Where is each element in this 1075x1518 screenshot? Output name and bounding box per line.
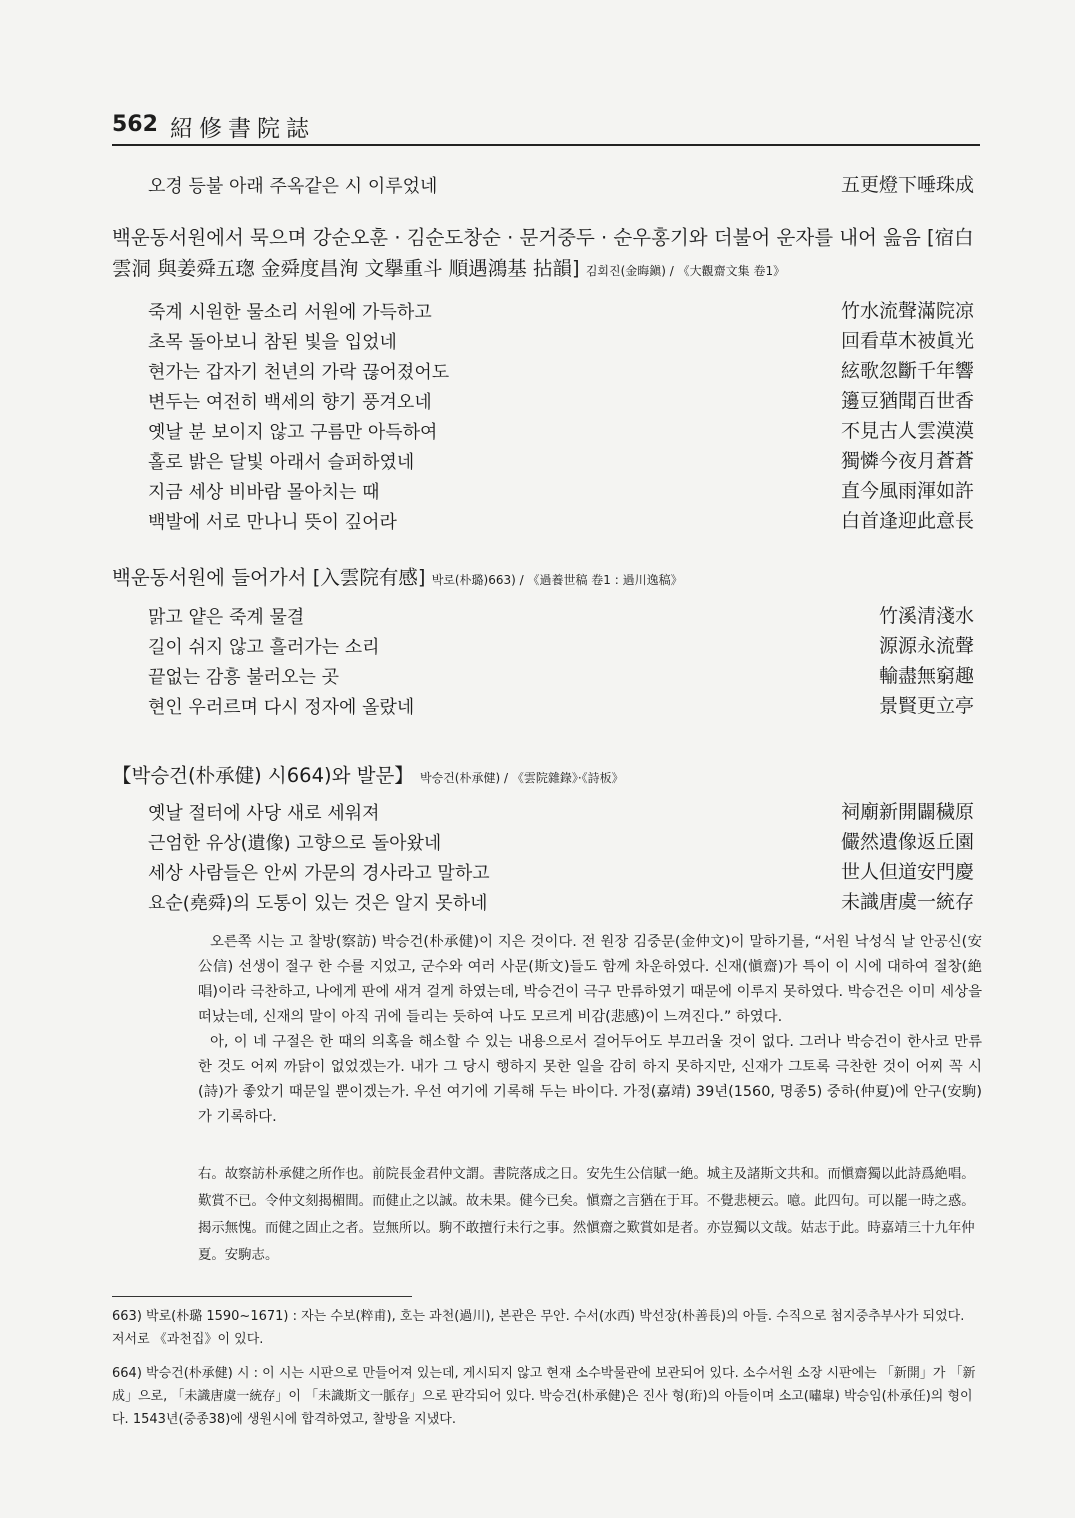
poem-line-korean: 옛날 분 보이지 않고 구름만 아득하여 — [148, 422, 438, 443]
poem-line — [148, 446, 974, 476]
poem-line-chinese: 源源永流聲 — [878, 635, 974, 657]
poem-line — [148, 326, 974, 356]
poem-line — [148, 416, 974, 446]
commentary-paragraph-1: 오른쪽 시는 고 찰방(察訪) 박승건(朴承健)이 지은 것이다. 전 원장 김중문(金仲文)이 말하기를, “서원 낙성식 날 안공신(安公信) 선생이 절구 한 수를 지었고, 군수와 여러 사문(斯文)들도 함께 차운하였다. 신재(愼齋)가 특이 이 시에 대하여 절창(絶唱)이라 극찬하고, 나에게 판에 새겨 걸게 하였는데, 박승건이 극구 만류하였기 때문에 이루지 못하였다. 박승건은 이미 세상을 떠났는데, 신재의 말이 아직 귀에 들리는 듯하여 나도 모르게 비감(悲感)이 느껴진다.” 하였다. — [198, 934, 982, 1025]
page-number: 562 — [112, 112, 158, 137]
footnote-663: 663) 박로(朴璐 1590~1671) : 자는 수보(粹甫), 호는 과천(過川), 본관은 무안. 수서(水西) 박선장(朴善長)의 아들. 수직으로 첨지중추부사가 되었다. 저서로 《과천집》이 있다. — [112, 1309, 965, 1347]
poem3-source: 박승건(朴承健) / 《雲院雜錄》·《詩板》 — [420, 771, 624, 785]
poem-line-chinese: 白首逢迎此意長 — [840, 510, 974, 532]
poem-line — [148, 827, 974, 857]
poem-line-chinese: 輸盡無窮趣 — [878, 665, 974, 687]
poem-line-korean: 오경 등불 아래 주옥같은 시 이루었네 — [148, 176, 438, 197]
poem-line — [148, 691, 974, 721]
poem-line-korean: 맑고 얕은 죽계 물결 — [148, 607, 305, 628]
poem-line-chinese: 回看草木被眞光 — [840, 330, 974, 352]
poem-line — [148, 296, 974, 326]
poem-line — [148, 797, 974, 827]
poem-line — [148, 601, 974, 631]
poem3-title-text: 【박승건(朴承健) 시664)와 발문】 — [112, 764, 414, 787]
book-title: 紹修書院誌 — [170, 116, 315, 142]
poem1-title — [112, 222, 980, 287]
poem-line-korean: 길이 쉬지 않고 흘러가는 소리 — [148, 637, 380, 658]
poem-line — [148, 506, 974, 536]
poem-line-chinese: 直今風雨渾如許 — [840, 480, 974, 502]
poem1-title-text: 백운동서원에서 묵으며 강순오훈 · 김순도창순 · 문거중두 · 순우홍기와 더불어 운자를 내어 읊음 [宿白雲洞 與姜舜五𤧚 金舜度昌洵 文擧重斗 順遇鴻基 拈韻] — [112, 226, 974, 280]
commentary-paragraph-2: 아, 이 네 구절은 한 때의 의혹을 해소할 수 있는 내용으로서 걸어두어도 부끄러울 것이 없다. 그러나 박승건이 한사코 만류한 것도 어찌 까닭이 없었겠는가. 내가 그 당시 행하지 못한 일을 감히 하지 못하지만, 신재가 그토록 극찬한 것이 어찌 꼭 시(詩)가 좋았기 때문일 뿐이겠는가. 우선 여기에 기록해 두는 바이다. 가정(嘉靖) 39년(1560, 명종5) 중하(仲夏)에 안구(安駒)가 기록하다. — [198, 1034, 982, 1125]
poem-line — [148, 887, 974, 917]
poem2-title-text: 백운동서원에 들어가서 [入雲院有感] — [112, 566, 426, 589]
poem-line-chinese: 絃歌忽斷千年響 — [840, 360, 974, 382]
poem2-title — [112, 562, 980, 596]
poem2-body — [148, 601, 974, 721]
poem-line-chinese: 景賢更立亭 — [878, 695, 974, 717]
poem3-body — [148, 797, 974, 917]
poem-line — [148, 356, 974, 386]
footnote-664: 664) 박승건(朴承健) 시 : 이 시는 시판으로 만들어져 있는데, 게시되지 않고 현재 소수박물관에 보관되어 있다. 소수서원 소장 시판에는 「新開」가 「新成」으로, 「未識唐虞一統存」이 「未識斯文一脈存」으로 판각되어 있다. 박승건(朴承健)은 진사 형(珩)의 아들이며 소고(嘯皐) 박승임(朴承任)의 형이다. 1543년(중종38)에 생원시에 합격하였고, 찰방을 지냈다. — [112, 1366, 976, 1427]
poem-line-korean: 지금 세상 비바람 몰아치는 때 — [148, 482, 380, 503]
poem-line-korean: 죽계 시원한 물소리 서원에 가득하고 — [148, 302, 432, 323]
poem-line-korean: 변두는 여전히 백세의 향기 풍겨오네 — [148, 392, 432, 413]
poem-line — [148, 476, 974, 506]
poem1-body — [148, 296, 974, 536]
poem-line-korean: 세상 사람들은 안씨 가문의 경사라고 말하고 — [148, 863, 490, 884]
poem-line-chinese: 竹水流聲滿院凉 — [840, 300, 974, 322]
page-header — [112, 110, 980, 146]
footnote-divider — [112, 1296, 412, 1297]
poem-line-chinese: 世人但道安門慶 — [840, 861, 974, 883]
poem-line-chinese: 儼然遺像返丘園 — [840, 831, 974, 853]
poem-line-chinese: 祠廟新開闢穢原 — [840, 801, 974, 823]
poem-line — [148, 386, 974, 416]
poem-line-chinese: 獨憐今夜月蒼蒼 — [840, 450, 974, 472]
poem-line-chinese: 五更燈下唾珠成 — [840, 174, 974, 196]
poem-line-korean: 백발에 서로 만나니 뜻이 깊어라 — [148, 512, 397, 533]
intro-line — [148, 170, 974, 200]
poem-line-chinese: 不見古人雲漠漠 — [840, 420, 974, 442]
poem-line-korean: 초목 돌아보니 참된 빛을 입었네 — [148, 332, 397, 353]
poem3-title — [112, 760, 980, 794]
poem-line-chinese: 未識唐虞一統存 — [840, 891, 974, 913]
poem-line-korean: 홀로 밝은 달빛 아래서 슬퍼하였네 — [148, 452, 415, 473]
poem-line — [148, 631, 974, 661]
poem-line-korean: 현가는 갑자기 천년의 가락 끊어졌어도 — [148, 362, 450, 383]
poem2-source: 박로(朴璐)663) / 《過養世稿 卷1 : 過川逸稿》 — [431, 573, 683, 587]
poem-line-korean: 요순(堯舜)의 도통이 있는 것은 알지 못하네 — [148, 893, 488, 914]
commentary — [198, 930, 982, 1130]
poem-line-korean: 옛날 절터에 사당 새로 세워져 — [148, 803, 380, 824]
poem1-source: 김회진(金晦鎭) / 《大觀齋文集 卷1》 — [585, 264, 786, 278]
poem-line — [148, 661, 974, 691]
poem-line — [148, 857, 974, 887]
poem-line-korean: 현인 우러르며 다시 정자에 올랐네 — [148, 697, 415, 718]
classical-text: 右。故察訪朴承健之所作也。前院長金君仲文謂。書院落成之日。安先生公信賦一絶。城主及諸斯文共和。而愼齋獨以此詩爲絶唱。歎賞不已。令仲文刻揭楣間。而健止之以誠。故未果。健今已矣。愼齋之言猶在于耳。不覺悲梗云。噫。此四句。可以罷一時之惑。揭示無愧。而健之固止之者。豈無所以。駒不敢擅行未行之事。然愼齋之歎賞如是者。亦豈獨以文哉。姑志于此。時嘉靖三十九年仲夏。安駒志。 — [198, 1167, 975, 1263]
poem-line-korean: 근엄한 유상(遺像) 고향으로 돌아왔네 — [148, 833, 442, 854]
poem-line-chinese: 籩豆猶聞百世香 — [840, 390, 974, 412]
poem-line-korean: 끝없는 감흥 불러오는 곳 — [148, 667, 340, 688]
poem-line-chinese: 竹溪清淺水 — [878, 605, 974, 627]
